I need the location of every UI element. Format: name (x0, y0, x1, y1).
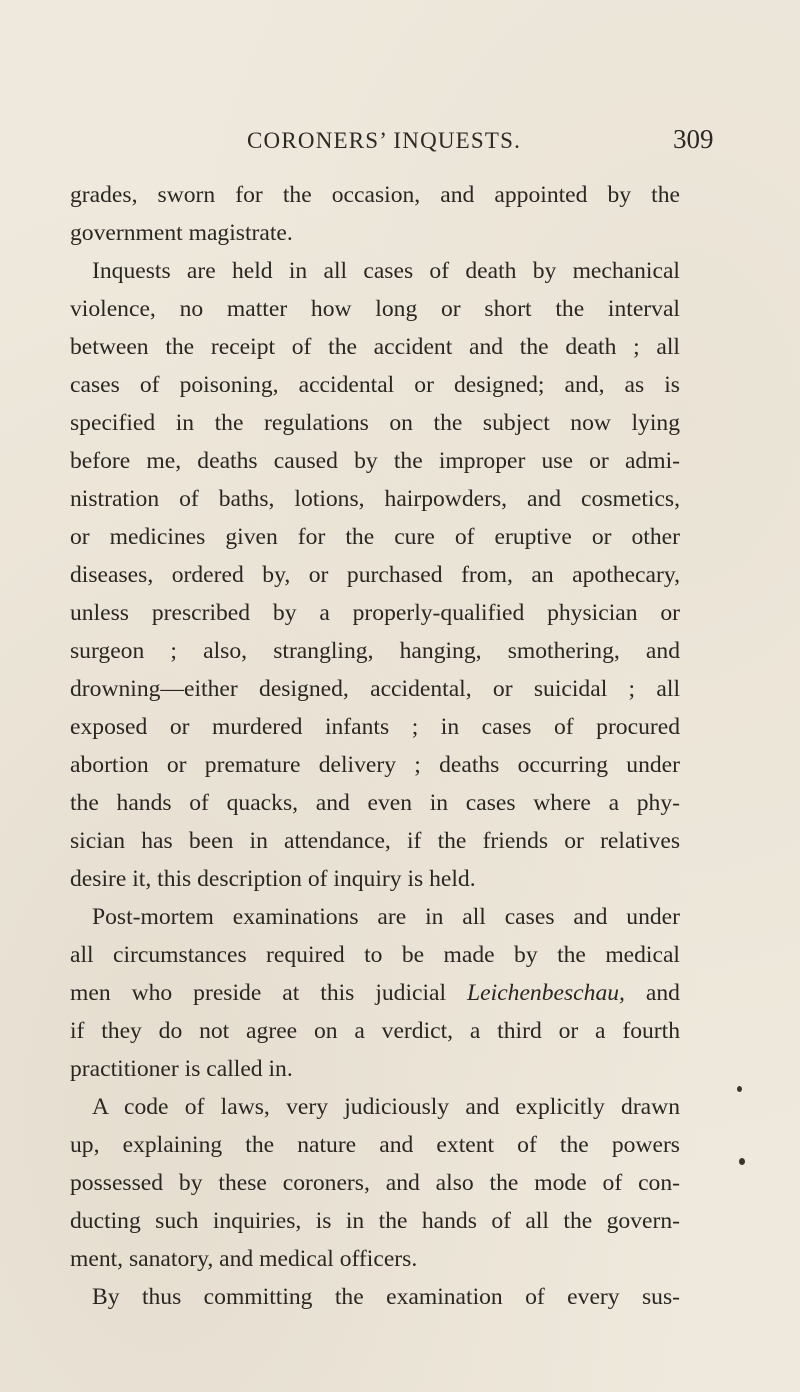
text-line (70, 822, 680, 860)
body-text (70, 176, 680, 1316)
text-line-content: cases of poisoning, accidental or designed; and, as is (70, 372, 680, 398)
text-line-content: government magistrate. (70, 220, 293, 246)
text-line (70, 404, 680, 442)
text-line-content: Post-mortem examinations are in all cases and under (92, 904, 680, 930)
text-line (70, 1012, 680, 1050)
text-line (70, 1050, 680, 1088)
text-line-content: practitioner is called in. (70, 1056, 293, 1082)
text-line (70, 176, 680, 214)
text-line-content: the hands of quacks, and even in cases where a phy- (70, 790, 680, 816)
text-line-content: sician has been in attendance, if the friends or relatives (70, 828, 680, 854)
running-title: CORONERS’ INQUESTS. (247, 128, 522, 153)
text-line-content: By thus committing the examination of every sus- (92, 1284, 680, 1310)
text-line (70, 1126, 680, 1164)
text-line-content: up, explaining the nature and extent of the powers (70, 1132, 680, 1158)
text-line (70, 898, 680, 936)
text-line-content: or medicines given for the cure of eruptive or other (70, 524, 680, 550)
text-line-content: unless prescribed by a properly-qualified physician or (70, 600, 680, 626)
text-line (70, 594, 680, 632)
text-line-content: surgeon ; also, strangling, hanging, smothering, and (70, 638, 680, 664)
page-number: 309 (673, 124, 714, 154)
text-line-content: all circumstances required to be made by the medical (70, 942, 680, 968)
text-line (70, 746, 680, 784)
text-line-content: possessed by these coroners, and also the mode of con- (70, 1170, 680, 1196)
text-line-content: before me, deaths caused by the improper use or admi- (70, 448, 680, 474)
text-line (70, 1088, 680, 1126)
text-line-content: exposed or murdered infants ; in cases of procured (70, 714, 680, 740)
text-line-content: violence, no matter how long or short the interval (70, 296, 680, 322)
text-line (70, 290, 680, 328)
text-line (70, 1240, 680, 1278)
text-line-tail: and (624, 980, 680, 1006)
ink-speck (739, 1158, 745, 1165)
text-line-content: men who preside at this judicial (70, 980, 447, 1006)
text-line-content: A code of laws, very judiciously and explicitly drawn (92, 1094, 680, 1120)
text-line-content: between the receipt of the accident and the death ; all (70, 334, 680, 360)
text-line-content: nistration of baths, lotions, hairpowders, and cosmetics, (70, 486, 680, 512)
ink-speck (737, 1086, 742, 1092)
text-line-content: ment, sanatory, and medical officers. (70, 1246, 418, 1272)
text-line (70, 328, 680, 366)
text-line (70, 1278, 680, 1316)
text-line (70, 708, 680, 746)
text-line (70, 860, 680, 898)
text-line (70, 1202, 680, 1240)
text-line (70, 214, 680, 252)
text-line-content: specified in the regulations on the subject now lying (70, 410, 680, 436)
text-line (70, 480, 680, 518)
text-line-content: drowning—either designed, accidental, or suicidal ; all (70, 676, 680, 702)
text-line (70, 936, 680, 974)
text-line (70, 670, 680, 708)
text-line (70, 518, 680, 556)
text-line-content: diseases, ordered by, or purchased from, an apothecary, (70, 562, 680, 588)
text-line (70, 442, 680, 480)
text-line-content: if they do not agree on a verdict, a third or a fourth (70, 1018, 680, 1044)
text-line-content: abortion or premature delivery ; deaths occurring under (70, 752, 680, 778)
text-line (70, 366, 680, 404)
italic-term: Leichenbeschau, (467, 980, 625, 1006)
running-head (0, 124, 800, 164)
text-line (70, 252, 680, 290)
text-line-content: ducting such inquiries, is in the hands of all the govern- (70, 1208, 680, 1234)
text-line (70, 632, 680, 670)
text-line (70, 1164, 680, 1202)
text-line-content: desire it, this description of inquiry is held. (70, 866, 476, 892)
text-line-content: grades, sworn for the occasion, and appointed by the (70, 182, 680, 208)
text-line (70, 974, 680, 1012)
text-line-content: Inquests are held in all cases of death by mechanical (92, 258, 680, 284)
text-line (70, 556, 680, 594)
text-line (70, 784, 680, 822)
